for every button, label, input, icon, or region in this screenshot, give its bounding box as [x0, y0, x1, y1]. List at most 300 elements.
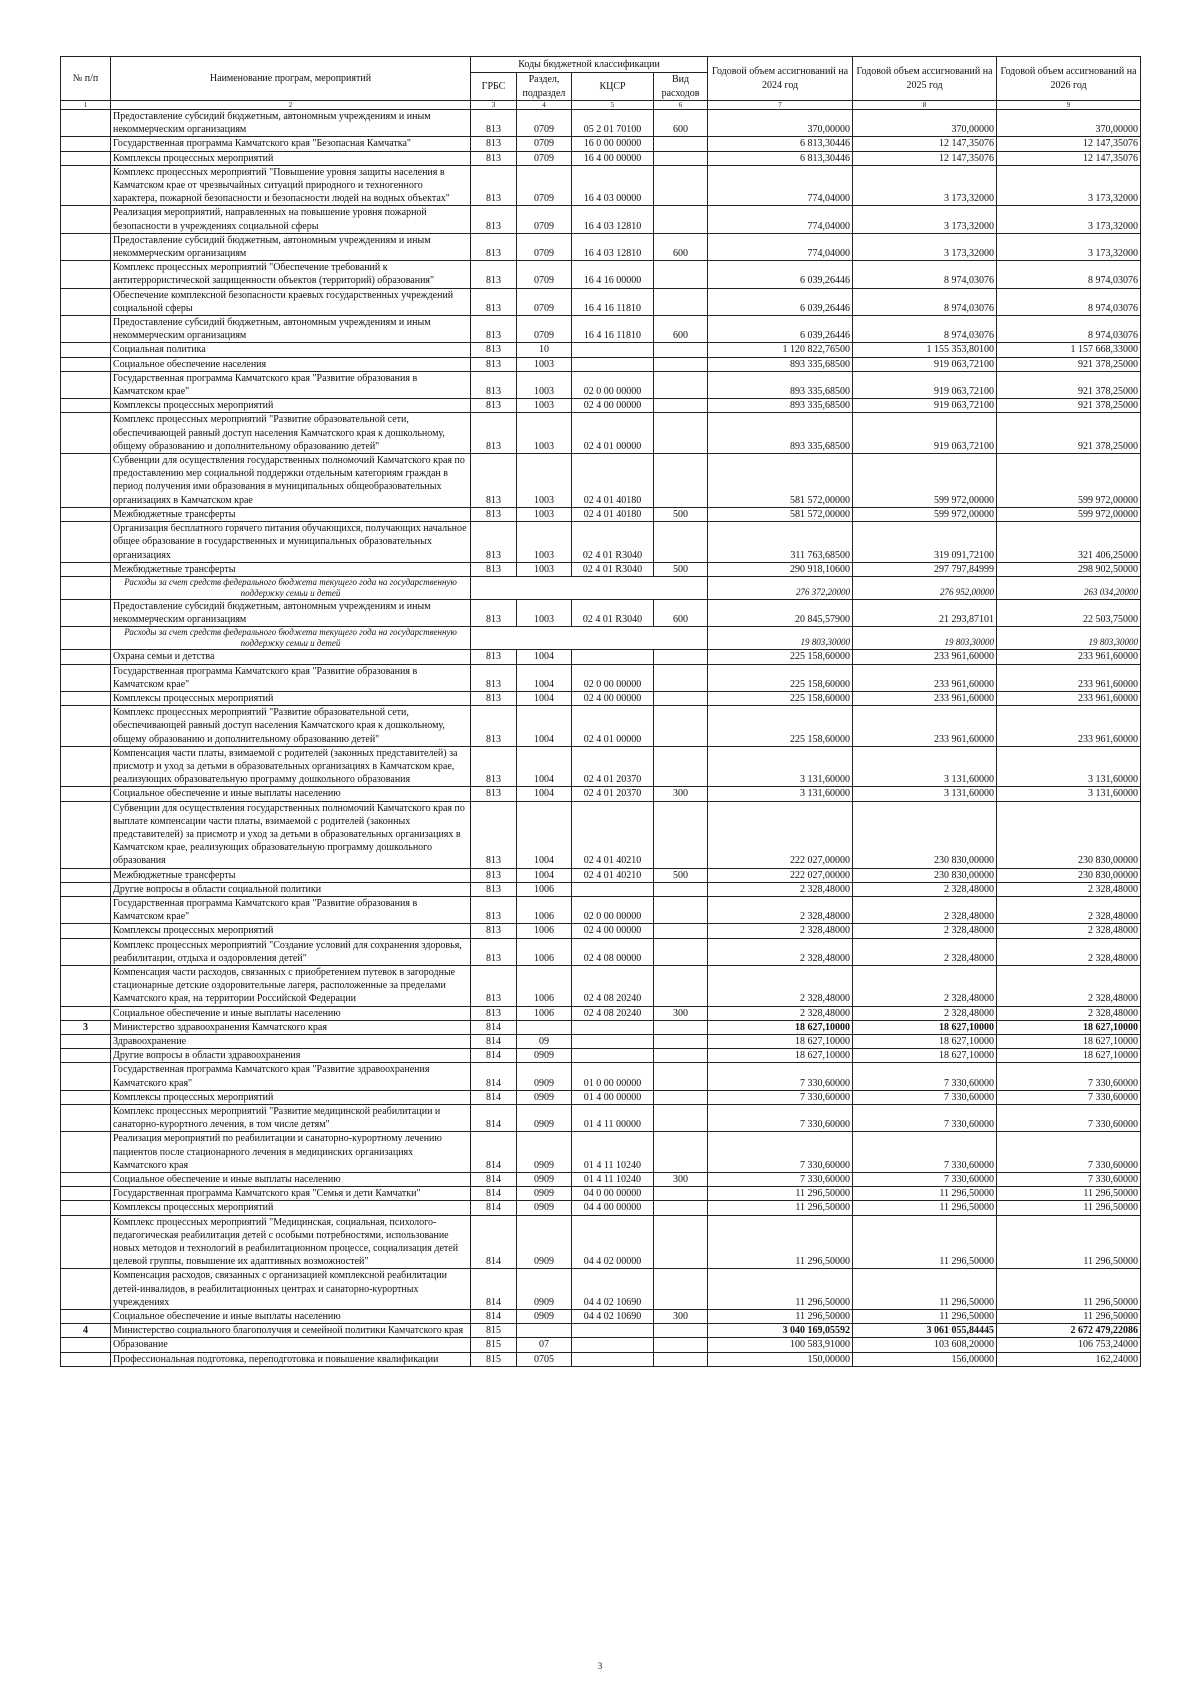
cell-razdel — [517, 1324, 572, 1338]
table-row — [61, 706, 1141, 747]
cell-name: Межбюджетные трансферты — [111, 507, 471, 521]
cell-year-2025: 599 972,00000 — [853, 507, 997, 521]
cell-year-2026: 2 328,48000 — [997, 1006, 1141, 1020]
cell-grbs: 813 — [471, 261, 517, 288]
header-vid: Вид расходов — [654, 73, 708, 101]
cell-vid — [654, 1324, 708, 1338]
cell-number — [61, 357, 111, 371]
cell-number — [61, 261, 111, 288]
cell-vid — [654, 1215, 708, 1269]
cell-year-2024: 222 027,00000 — [708, 801, 853, 868]
cell-number — [61, 562, 111, 576]
table-header — [61, 57, 1141, 110]
cell-year-2026: 599 972,00000 — [997, 454, 1141, 508]
cell-number — [61, 1187, 111, 1201]
cell-year-2026: 370,00000 — [997, 110, 1141, 137]
cell-vid — [654, 413, 708, 454]
cell-year-2026: 233 961,60000 — [997, 691, 1141, 705]
cell-year-2024: 1 120 822,76500 — [708, 343, 853, 357]
cell-grbs: 814 — [471, 1035, 517, 1049]
cell-grbs: 814 — [471, 1215, 517, 1269]
cell-kcsr: 16 4 03 12810 — [572, 233, 654, 260]
cell-year-2026: 298 902,50000 — [997, 562, 1141, 576]
cell-razdel: 09 — [517, 1035, 572, 1049]
cell-razdel: 0909 — [517, 1049, 572, 1063]
cell-name: Субвенции для осуществления государственных полномочий Камчатского края по предоставлению мер социальной поддержки отдельным категориям граждан в период получения ими образования в муниципальных общеобразовательных организациях в Камчатском крае — [111, 454, 471, 508]
table-row — [61, 165, 1141, 206]
cell-vid — [654, 1049, 708, 1063]
table-row — [61, 746, 1141, 787]
cell-grbs: 814 — [471, 1049, 517, 1063]
cell-year-2024: 6 813,30446 — [708, 137, 853, 151]
cell-number — [61, 576, 111, 599]
cell-year-2024: 893 335,68500 — [708, 399, 853, 413]
cell-vid — [654, 522, 708, 563]
cell-year-2025: 2 328,48000 — [853, 1006, 997, 1020]
header-razdel: Раздел, подраздел — [517, 73, 572, 101]
column-index: 8 — [853, 101, 997, 110]
cell-year-2024: 6 813,30446 — [708, 151, 853, 165]
cell-year-2024: 6 039,26446 — [708, 316, 853, 343]
cell-kcsr: 02 4 01 R3040 — [572, 522, 654, 563]
cell-number — [61, 746, 111, 787]
table-row — [61, 316, 1141, 343]
cell-vid — [654, 343, 708, 357]
note-value-2026: 19 803,30000 — [997, 627, 1141, 650]
cell-number — [61, 787, 111, 801]
cell-number — [61, 1338, 111, 1352]
cell-grbs: 813 — [471, 507, 517, 521]
cell-year-2024: 3 040 169,05592 — [708, 1324, 853, 1338]
cell-year-2024: 225 158,60000 — [708, 650, 853, 664]
cell-kcsr — [572, 1049, 654, 1063]
cell-year-2024: 20 845,57900 — [708, 599, 853, 626]
column-index: 3 — [471, 101, 517, 110]
cell-name: Социальная политика — [111, 343, 471, 357]
cell-razdel: 1004 — [517, 868, 572, 882]
cell-razdel: 0909 — [517, 1310, 572, 1324]
cell-name: Комплексы процессных мероприятий — [111, 151, 471, 165]
table-row — [61, 1049, 1141, 1063]
header-year-2026: Годовой объем ассигнований на 2026 год — [997, 57, 1141, 101]
table-row — [61, 137, 1141, 151]
table-row — [61, 1201, 1141, 1215]
cell-vid — [654, 1105, 708, 1132]
cell-year-2025: 233 961,60000 — [853, 691, 997, 705]
cell-number — [61, 343, 111, 357]
cell-year-2026: 921 378,25000 — [997, 413, 1141, 454]
cell-year-2025: 2 328,48000 — [853, 882, 997, 896]
cell-year-2026: 1 157 668,33000 — [997, 343, 1141, 357]
cell-year-2024: 2 328,48000 — [708, 882, 853, 896]
cell-vid — [654, 151, 708, 165]
cell-vid — [654, 1269, 708, 1310]
cell-year-2026: 12 147,35076 — [997, 151, 1141, 165]
cell-grbs: 815 — [471, 1352, 517, 1366]
cell-year-2026: 921 378,25000 — [997, 371, 1141, 398]
cell-year-2026: 18 627,10000 — [997, 1035, 1141, 1049]
cell-year-2024: 370,00000 — [708, 110, 853, 137]
cell-vid — [654, 454, 708, 508]
cell-grbs: 813 — [471, 882, 517, 896]
cell-year-2025: 8 974,03076 — [853, 261, 997, 288]
cell-year-2025: 370,00000 — [853, 110, 997, 137]
cell-kcsr: 01 4 11 00000 — [572, 1105, 654, 1132]
table-row — [61, 454, 1141, 508]
cell-name: Комплексы процессных мероприятий — [111, 691, 471, 705]
cell-razdel: 0709 — [517, 288, 572, 315]
table-row — [61, 924, 1141, 938]
cell-year-2025: 7 330,60000 — [853, 1090, 997, 1104]
cell-year-2025: 156,00000 — [853, 1352, 997, 1366]
header-num: № п/п — [61, 57, 111, 101]
cell-year-2024: 222 027,00000 — [708, 868, 853, 882]
cell-year-2026: 11 296,50000 — [997, 1187, 1141, 1201]
cell-year-2024: 225 158,60000 — [708, 691, 853, 705]
cell-year-2025: 11 296,50000 — [853, 1269, 997, 1310]
table-row — [61, 288, 1141, 315]
cell-kcsr — [572, 343, 654, 357]
cell-kcsr: 01 4 11 10240 — [572, 1132, 654, 1173]
cell-name: Другие вопросы в области здравоохранения — [111, 1049, 471, 1063]
cell-razdel: 0709 — [517, 110, 572, 137]
cell-kcsr: 02 4 08 20240 — [572, 965, 654, 1006]
cell-kcsr: 02 4 01 40210 — [572, 801, 654, 868]
cell-number — [61, 1006, 111, 1020]
cell-year-2024: 11 296,50000 — [708, 1187, 853, 1201]
cell-kcsr — [572, 1338, 654, 1352]
table-row — [61, 371, 1141, 398]
cell-number — [61, 151, 111, 165]
table-row — [61, 562, 1141, 576]
cell-vid — [654, 1090, 708, 1104]
cell-vid — [654, 261, 708, 288]
cell-razdel: 1004 — [517, 787, 572, 801]
cell-empty — [471, 576, 708, 599]
cell-razdel: 0909 — [517, 1187, 572, 1201]
table-row — [61, 664, 1141, 691]
cell-name: Компенсация части расходов, связанных с приобретением путевок в загородные стационарные детские оздоровительные лагеря, расположенные за пределами Камчатского края, на территории Российской Федерации — [111, 965, 471, 1006]
cell-kcsr — [572, 1352, 654, 1366]
cell-year-2026: 2 672 479,22086 — [997, 1324, 1141, 1338]
cell-number — [61, 691, 111, 705]
cell-number — [61, 868, 111, 882]
cell-grbs: 813 — [471, 746, 517, 787]
cell-number: 3 — [61, 1020, 111, 1034]
note-value-2024: 276 372,20000 — [708, 576, 853, 599]
cell-year-2024: 2 328,48000 — [708, 1006, 853, 1020]
cell-kcsr — [572, 650, 654, 664]
cell-vid: 600 — [654, 233, 708, 260]
cell-number — [61, 316, 111, 343]
cell-year-2025: 233 961,60000 — [853, 706, 997, 747]
cell-number — [61, 1105, 111, 1132]
cell-year-2025: 2 328,48000 — [853, 924, 997, 938]
column-index: 1 — [61, 101, 111, 110]
cell-razdel: 0909 — [517, 1105, 572, 1132]
cell-grbs: 813 — [471, 562, 517, 576]
cell-razdel: 10 — [517, 343, 572, 357]
cell-razdel: 1006 — [517, 924, 572, 938]
cell-number — [61, 924, 111, 938]
cell-number — [61, 1132, 111, 1173]
cell-razdel: 0705 — [517, 1352, 572, 1366]
table-row — [61, 787, 1141, 801]
cell-number — [61, 599, 111, 626]
cell-year-2026: 18 627,10000 — [997, 1049, 1141, 1063]
cell-name: Компенсация расходов, связанных с организацией комплексной реабилитации детей-инвалидов, в реабилитационных центрах и санаторно-курортных учреждениях — [111, 1269, 471, 1310]
cell-year-2026: 2 328,48000 — [997, 896, 1141, 923]
cell-kcsr: 01 4 11 10240 — [572, 1173, 654, 1187]
cell-kcsr: 02 4 01 00000 — [572, 706, 654, 747]
cell-razdel: 0709 — [517, 137, 572, 151]
cell-grbs: 814 — [471, 1173, 517, 1187]
cell-vid — [654, 288, 708, 315]
cell-number — [61, 522, 111, 563]
cell-name: Комплекс процессных мероприятий "Развитие образовательной сети, обеспечивающей равный доступ населения Камчатского края к дошкольному, общему образованию и дополнительному образованию детей" — [111, 413, 471, 454]
cell-vid — [654, 1201, 708, 1215]
cell-grbs: 813 — [471, 371, 517, 398]
column-index: 7 — [708, 101, 853, 110]
cell-year-2025: 919 063,72100 — [853, 371, 997, 398]
cell-number — [61, 896, 111, 923]
cell-year-2026: 3 173,32000 — [997, 233, 1141, 260]
table-row — [61, 413, 1141, 454]
cell-name: Социальное обеспечение и иные выплаты населению — [111, 787, 471, 801]
cell-vid: 600 — [654, 110, 708, 137]
cell-year-2024: 11 296,50000 — [708, 1215, 853, 1269]
cell-vid: 600 — [654, 599, 708, 626]
cell-grbs: 815 — [471, 1324, 517, 1338]
cell-year-2025: 8 974,03076 — [853, 288, 997, 315]
cell-year-2026: 22 503,75000 — [997, 599, 1141, 626]
cell-year-2025: 18 627,10000 — [853, 1049, 997, 1063]
cell-name: Социальное обеспечение и иные выплаты населению — [111, 1310, 471, 1324]
table-row — [61, 357, 1141, 371]
table-row — [61, 1173, 1141, 1187]
cell-number — [61, 1090, 111, 1104]
cell-number — [61, 1352, 111, 1366]
cell-number — [61, 1173, 111, 1187]
cell-razdel: 0709 — [517, 261, 572, 288]
cell-year-2026: 7 330,60000 — [997, 1105, 1141, 1132]
column-index: 2 — [111, 101, 471, 110]
cell-year-2026: 233 961,60000 — [997, 664, 1141, 691]
cell-name: Предоставление субсидий бюджетным, автономным учреждениям и иным некоммерческим организациям — [111, 110, 471, 137]
cell-vid — [654, 924, 708, 938]
table-row — [61, 1132, 1141, 1173]
cell-year-2025: 3 173,32000 — [853, 165, 997, 206]
cell-razdel: 0709 — [517, 316, 572, 343]
cell-vid — [654, 882, 708, 896]
cell-year-2026: 233 961,60000 — [997, 706, 1141, 747]
header-grbs: ГРБС — [471, 73, 517, 101]
cell-number: 4 — [61, 1324, 111, 1338]
cell-kcsr: 16 4 16 11810 — [572, 288, 654, 315]
cell-name: Государственная программа Камчатского края "Развитие образования в Камчатском крае" — [111, 896, 471, 923]
cell-number — [61, 882, 111, 896]
table-row — [61, 938, 1141, 965]
cell-razdel: 0909 — [517, 1132, 572, 1173]
cell-year-2024: 7 330,60000 — [708, 1090, 853, 1104]
header-year-2025: Годовой объем ассигнований на 2025 год — [853, 57, 997, 101]
cell-vid — [654, 650, 708, 664]
cell-razdel: 1004 — [517, 801, 572, 868]
cell-vid — [654, 1338, 708, 1352]
cell-year-2025: 233 961,60000 — [853, 650, 997, 664]
cell-number — [61, 137, 111, 151]
cell-year-2024: 893 335,68500 — [708, 357, 853, 371]
column-index: 6 — [654, 101, 708, 110]
table-row — [61, 1187, 1141, 1201]
cell-name: Предоставление субсидий бюджетным, автономным учреждениям и иным некоммерческим организациям — [111, 599, 471, 626]
cell-number — [61, 1063, 111, 1090]
cell-vid — [654, 206, 708, 233]
cell-year-2024: 150,00000 — [708, 1352, 853, 1366]
cell-year-2026: 2 328,48000 — [997, 938, 1141, 965]
cell-vid — [654, 896, 708, 923]
cell-year-2024: 581 572,00000 — [708, 507, 853, 521]
cell-year-2026: 233 961,60000 — [997, 650, 1141, 664]
cell-razdel: 1003 — [517, 522, 572, 563]
cell-grbs: 813 — [471, 1006, 517, 1020]
table-row — [61, 868, 1141, 882]
cell-year-2026: 18 627,10000 — [997, 1020, 1141, 1034]
cell-year-2025: 919 063,72100 — [853, 357, 997, 371]
cell-year-2025: 8 974,03076 — [853, 316, 997, 343]
cell-razdel: 1006 — [517, 882, 572, 896]
cell-razdel: 1003 — [517, 562, 572, 576]
cell-grbs: 813 — [471, 233, 517, 260]
cell-year-2025: 1 155 353,80100 — [853, 343, 997, 357]
cell-grbs: 813 — [471, 801, 517, 868]
cell-kcsr: 04 4 02 00000 — [572, 1215, 654, 1269]
table-row — [61, 896, 1141, 923]
cell-name: Государственная программа Камчатского края "Развитие образования в Камчатском крае" — [111, 371, 471, 398]
cell-name: Социальное обеспечение населения — [111, 357, 471, 371]
cell-razdel: 1003 — [517, 507, 572, 521]
cell-number — [61, 1269, 111, 1310]
cell-year-2024: 290 918,10600 — [708, 562, 853, 576]
cell-year-2026: 8 974,03076 — [997, 288, 1141, 315]
note-value-2025: 19 803,30000 — [853, 627, 997, 650]
cell-year-2024: 11 296,50000 — [708, 1201, 853, 1215]
cell-year-2024: 2 328,48000 — [708, 965, 853, 1006]
note-row — [61, 627, 1141, 650]
cell-kcsr — [572, 1324, 654, 1338]
cell-year-2025: 2 328,48000 — [853, 965, 997, 1006]
cell-razdel: 1004 — [517, 664, 572, 691]
cell-kcsr — [572, 357, 654, 371]
budget-table-container — [60, 56, 1140, 1367]
cell-year-2025: 230 830,00000 — [853, 868, 997, 882]
cell-kcsr: 02 0 00 00000 — [572, 371, 654, 398]
cell-number — [61, 938, 111, 965]
cell-number — [61, 664, 111, 691]
cell-grbs: 813 — [471, 896, 517, 923]
cell-name: Социальное обеспечение и иные выплаты населению — [111, 1173, 471, 1187]
cell-kcsr: 16 0 00 00000 — [572, 137, 654, 151]
cell-grbs: 814 — [471, 1090, 517, 1104]
cell-year-2025: 103 608,20000 — [853, 1338, 997, 1352]
cell-kcsr: 16 4 16 00000 — [572, 261, 654, 288]
cell-razdel: 1006 — [517, 938, 572, 965]
note-row — [61, 576, 1141, 599]
cell-name: Комплекс процессных мероприятий "Развитие образовательной сети, обеспечивающей равный доступ населения Камчатского края к дошкольному, общему образованию и дополнительному образованию детей" — [111, 706, 471, 747]
cell-year-2024: 893 335,68500 — [708, 413, 853, 454]
cell-grbs: 814 — [471, 1201, 517, 1215]
cell-year-2024: 11 296,50000 — [708, 1269, 853, 1310]
cell-name: Образование — [111, 1338, 471, 1352]
cell-year-2026: 7 330,60000 — [997, 1173, 1141, 1187]
cell-year-2025: 297 797,84999 — [853, 562, 997, 576]
cell-year-2026: 162,24000 — [997, 1352, 1141, 1366]
cell-year-2025: 7 330,60000 — [853, 1063, 997, 1090]
cell-vid — [654, 801, 708, 868]
column-index: 9 — [997, 101, 1141, 110]
cell-year-2025: 7 330,60000 — [853, 1132, 997, 1173]
cell-grbs: 813 — [471, 110, 517, 137]
column-index: 4 — [517, 101, 572, 110]
cell-grbs: 813 — [471, 343, 517, 357]
cell-kcsr: 02 4 00 00000 — [572, 924, 654, 938]
cell-vid — [654, 371, 708, 398]
cell-grbs: 814 — [471, 1020, 517, 1034]
cell-vid: 300 — [654, 1310, 708, 1324]
cell-grbs: 813 — [471, 454, 517, 508]
cell-kcsr: 02 4 01 40210 — [572, 868, 654, 882]
cell-year-2025: 599 972,00000 — [853, 454, 997, 508]
table-row — [61, 801, 1141, 868]
cell-year-2024: 3 131,60000 — [708, 787, 853, 801]
cell-name: Комплекс процессных мероприятий "Повышение уровня защиты населения в Камчатском крае от чрезвычайных ситуаций природного и техногенного характера, пожарной безопасности и безопасности людей на водных объектах" — [111, 165, 471, 206]
cell-year-2026: 8 974,03076 — [997, 261, 1141, 288]
cell-vid: 600 — [654, 316, 708, 343]
table-row — [61, 1310, 1141, 1324]
cell-number — [61, 1215, 111, 1269]
cell-year-2026: 599 972,00000 — [997, 507, 1141, 521]
cell-year-2026: 2 328,48000 — [997, 924, 1141, 938]
cell-grbs: 814 — [471, 1063, 517, 1090]
cell-vid: 300 — [654, 787, 708, 801]
cell-vid — [654, 137, 708, 151]
table-row — [61, 1352, 1141, 1366]
cell-year-2024: 6 039,26446 — [708, 261, 853, 288]
cell-number — [61, 801, 111, 868]
cell-grbs: 814 — [471, 1269, 517, 1310]
cell-year-2025: 2 328,48000 — [853, 938, 997, 965]
cell-grbs: 814 — [471, 1310, 517, 1324]
cell-name: Организация бесплатного горячего питания обучающихся, получающих начальное общее образование в государственных и муниципальных образовательных организациях — [111, 522, 471, 563]
cell-number — [61, 399, 111, 413]
cell-year-2024: 225 158,60000 — [708, 706, 853, 747]
cell-name: Комплекс процессных мероприятий "Медицинская, социальная, психолого-педагогическая реабилитация детей с особыми потребностями, использование новых методов и технологий в реабилитационном процессе, социализация детей целевой группы, повышение их адаптивных возможностей" — [111, 1215, 471, 1269]
cell-number — [61, 507, 111, 521]
cell-year-2024: 18 627,10000 — [708, 1020, 853, 1034]
table-row — [61, 1338, 1141, 1352]
cell-name: Предоставление субсидий бюджетным, автономным учреждениям и иным некоммерческим организациям — [111, 316, 471, 343]
cell-year-2025: 3 173,32000 — [853, 233, 997, 260]
note-value-2025: 276 952,00000 — [853, 576, 997, 599]
cell-vid: 500 — [654, 562, 708, 576]
cell-year-2025: 18 627,10000 — [853, 1035, 997, 1049]
cell-year-2025: 11 296,50000 — [853, 1215, 997, 1269]
cell-year-2024: 893 335,68500 — [708, 371, 853, 398]
table-row — [61, 507, 1141, 521]
table-row — [61, 882, 1141, 896]
cell-name: Реализация мероприятий по реабилитации и санаторно-курортному лечению пациентов после стационарного лечения в медицинских организациях Камчатского края — [111, 1132, 471, 1173]
header-codes-group: Коды бюджетной классификации — [471, 57, 708, 73]
